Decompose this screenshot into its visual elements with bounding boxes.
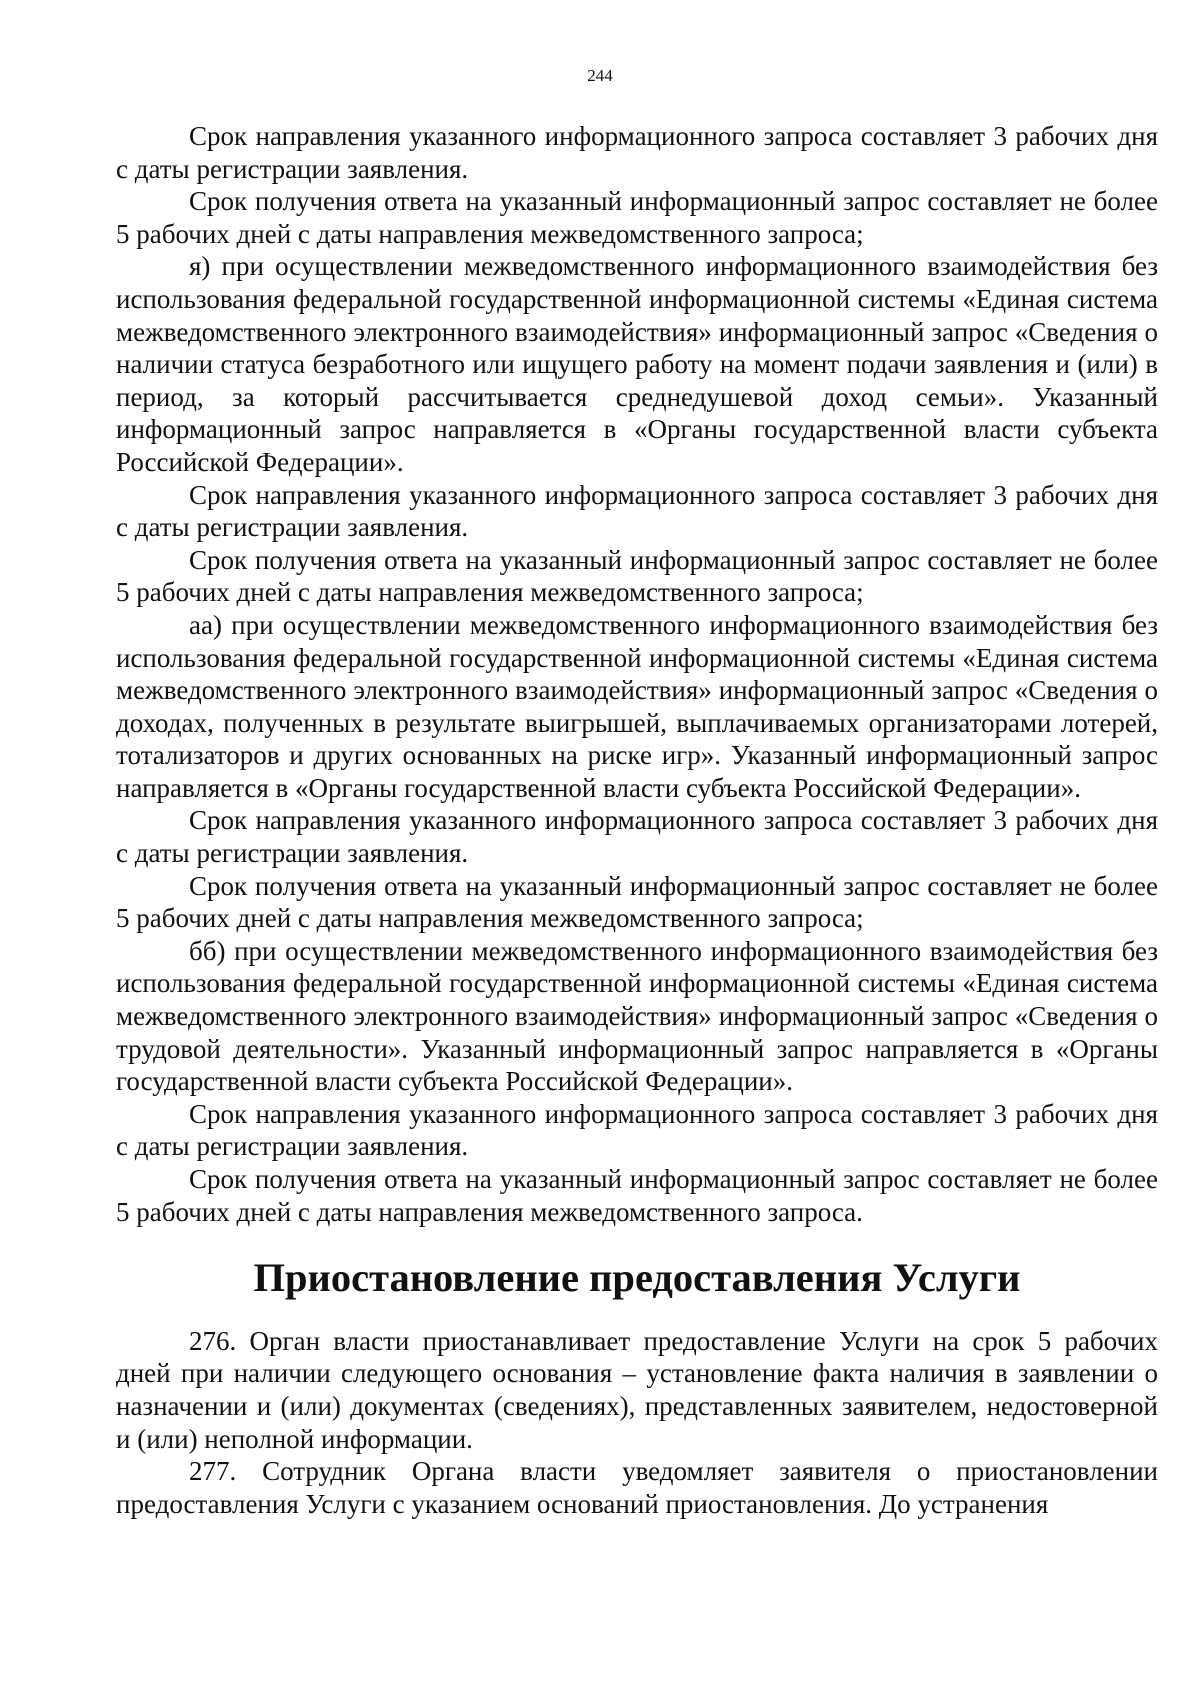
- paragraph-item-bb: бб) при осуществлении межведомственного информационного взаимодействия без использования федеральной государственной информационной системы «Единая система межведомственного электронного взаимодействия» информационный запрос «Сведения о трудовой деятельности». Указанный информационный запрос направляется в «Органы государственной власти субъекта Российской Федерации».: [116, 935, 1158, 1097]
- paragraph: Срок направления указанного информационного запроса составляет 3 рабочих дня с даты регистрации заявления.: [116, 121, 1158, 184]
- paragraph-item-aa: аа) при осуществлении межведомственного информационного взаимодействия без использования федеральной государственной информационной системы «Единая система межведомственного электронного взаимодействия» информационный запрос «Сведения о доходах, полученных в результате выигрышей, выплачиваемых организаторами лотерей, тотализаторов и других основанных на риске игр». Указанный информационный запрос направляется в «Органы государственной власти субъекта Российской Федерации».: [116, 609, 1158, 803]
- paragraph-item-ya: я) при осуществлении межведомственного информационного взаимодействия без использования федеральной государственной информационной системы «Единая система межведомственного электронного взаимодействия» информационный запрос «Сведения о наличии статуса безработного или ищущего работу на момент подачи заявления и (или) в период, за который рассчитывается среднедушевой доход семьи». Указанный информационный запрос направляется в «Органы государственной власти субъекта Российской Федерации».: [116, 251, 1158, 477]
- section-heading: Приостановление предоставления Услуги: [253, 1255, 1021, 1301]
- document-body: [116, 120, 1158, 1520]
- paragraph: Срок направления указанного информационного запроса составляет 3 рабочих дня с даты регистрации заявления.: [116, 479, 1158, 543]
- page-number: 244: [587, 66, 613, 85]
- paragraph: Срок получения ответа на указанный информационный запрос составляет не более 5 рабочих дней с даты направления межведомственного запроса;: [116, 544, 1158, 608]
- paragraph: Срок направления указанного информационного запроса составляет 3 рабочих дня с даты регистрации заявления.: [116, 1098, 1158, 1162]
- paragraph: Срок получения ответа на указанный информационный запрос составляет не более 5 рабочих дней с даты направления межведомственного запроса.: [116, 1164, 1158, 1227]
- paragraph: Срок получения ответа на указанный информационный запрос составляет не более 5 рабочих дней с даты направления межведомственного запроса;: [116, 186, 1158, 249]
- paragraph-276: 276. Орган власти приостанавливает предоставление Услуги на срок 5 рабочих дней при наличии следующего основания – установление факта наличия в заявлении о назначении и (или) документах (сведениях), представленных заявителем, недостоверной и (или) неполной информации.: [116, 1325, 1158, 1454]
- paragraph: Срок получения ответа на указанный информационный запрос составляет не более 5 рабочих дней с даты направления межведомственного запроса;: [116, 870, 1158, 934]
- paragraph: Срок направления указанного информационного запроса составляет 3 рабочих дня с даты регистрации заявления.: [116, 805, 1158, 869]
- paragraph-277: 277. Сотрудник Органа власти уведомляет заявителя о приостановлении предоставления Услуги с указанием оснований приостановления. До устранения: [116, 1456, 1158, 1519]
